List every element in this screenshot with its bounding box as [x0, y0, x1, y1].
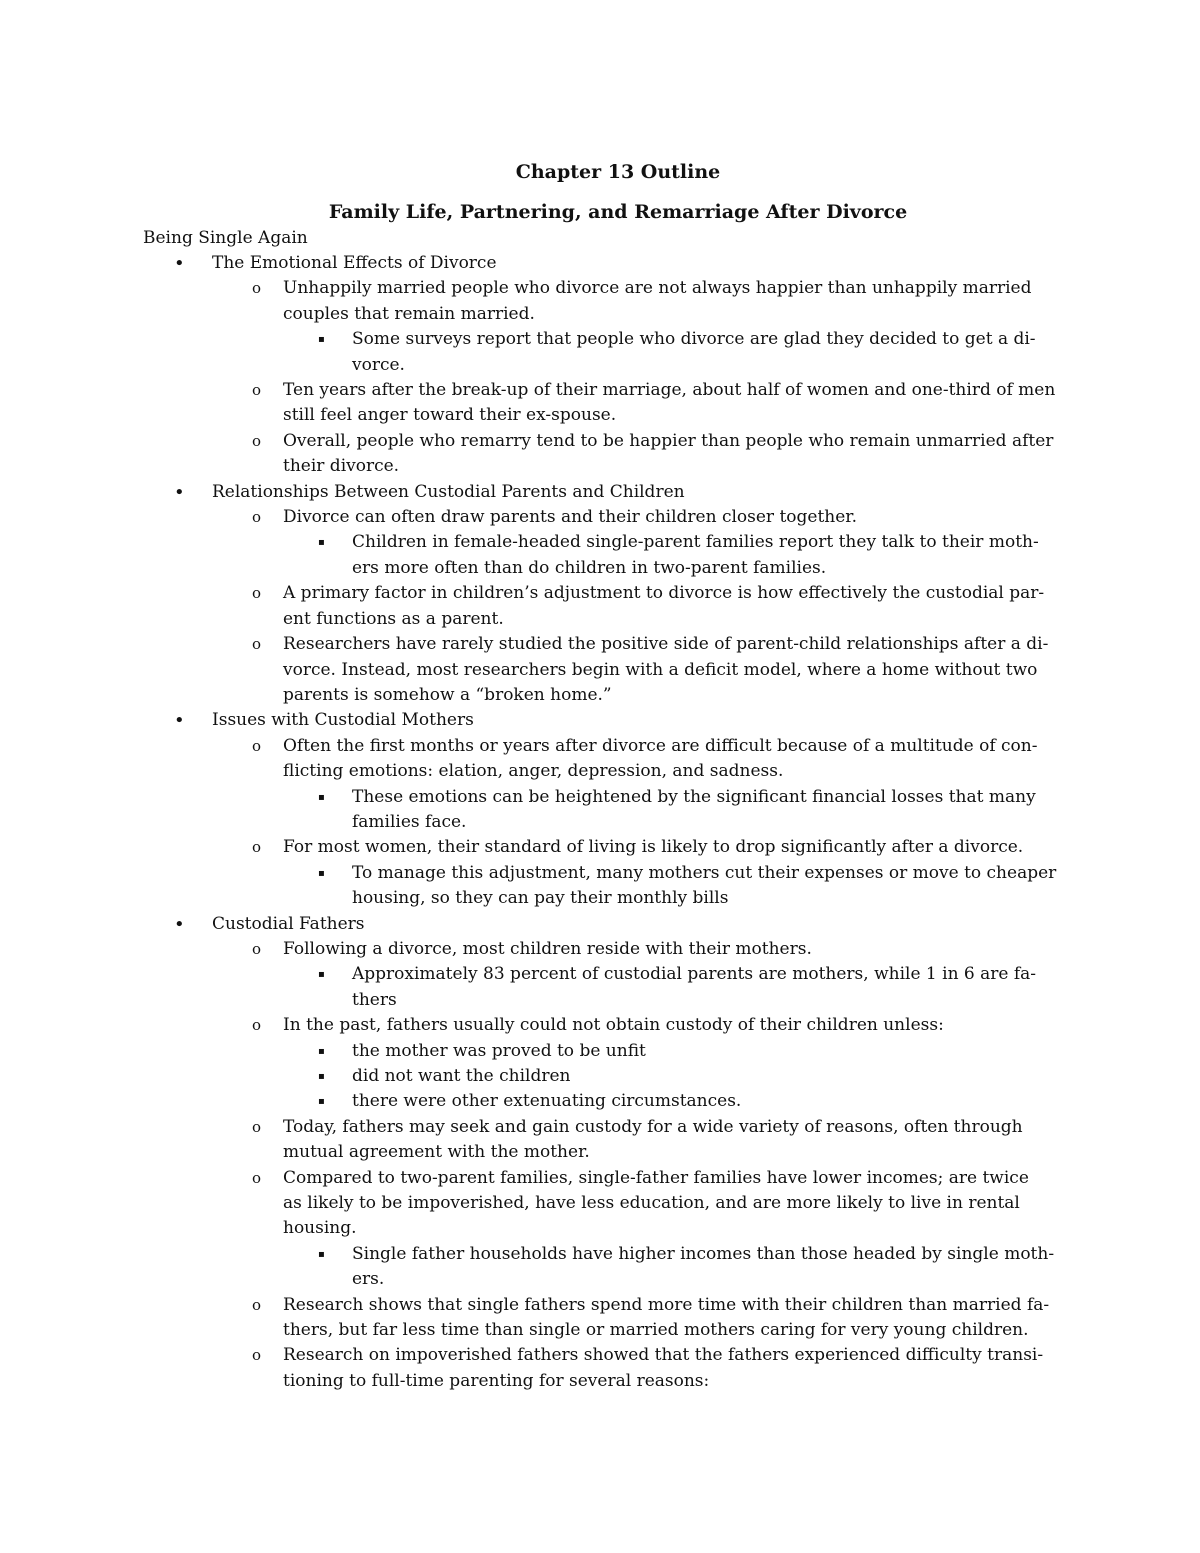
bullet-icon: • [174, 253, 185, 274]
outline-text-line: mutual agreement with the mother. [283, 1142, 590, 1163]
outline-subsubitem [318, 962, 1200, 1013]
circle-marker-icon: o [252, 508, 262, 527]
outline-subitem [252, 276, 1200, 327]
outline-text-line: the mother was proved to be unfit [352, 1040, 646, 1061]
outline-text-line: housing, so they can pay their monthly bills [352, 888, 729, 909]
outline-subitem [252, 835, 1200, 860]
circle-marker-icon: o [252, 939, 262, 958]
outline-text-line: Relationships Between Custodial Parents and Children [212, 481, 685, 502]
outline-text-line: Unhappily married people who divorce are not always happier than unhappily married [283, 278, 1032, 299]
square-bullet-icon: ▪ [318, 537, 325, 549]
outline-text-line: still feel anger toward their ex-spouse. [283, 405, 617, 426]
page-title: Chapter 13 Outline [515, 161, 721, 183]
outline-text-line: vorce. Instead, most researchers begin with a deficit model, where a home without two [283, 659, 1038, 680]
square-bullet-icon: ▪ [318, 791, 325, 803]
outline-text-line: Children in female-headed single-parent families report they talk to their moth- [352, 532, 1039, 553]
outline-subsubitem [318, 861, 1200, 912]
outline-text-line: housing. [283, 1218, 357, 1239]
square-bullet-icon: ▪ [318, 867, 325, 879]
outline-subitem [252, 505, 1200, 530]
bullet-icon: • [174, 481, 185, 503]
outline-text-line: Approximately 83 percent of custodial parents are mothers, while 1 in 6 are fa- [352, 964, 1037, 985]
outline-text-line: did not want the children [352, 1066, 571, 1086]
outline-subsubitem [318, 1064, 1200, 1089]
outline-text-line: Custodial Fathers [212, 913, 365, 934]
circle-marker-icon: o [252, 736, 262, 755]
outline-text-line: For most women, their standard of living is likely to drop significantly after a divorce. [283, 837, 1024, 858]
circle-marker-icon: o [252, 1295, 262, 1314]
outline-subitem [252, 429, 1200, 480]
outline-text-line: vorce. [352, 354, 405, 375]
outline-text-line: couples that remain married. [283, 303, 535, 324]
circle-marker-icon: o [252, 1168, 262, 1187]
outline-text-line: Compared to two-parent families, single-father families have lower incomes; are twice [283, 1167, 1029, 1188]
outline-text-line: Following a divorce, most children reside with their mothers. [283, 938, 812, 959]
outline-subsubitem [318, 1242, 1200, 1293]
circle-marker-icon: o [252, 584, 262, 603]
outline-text-line: Ten years after the break-up of their marriage, about half of women and one-third of men [283, 380, 1056, 401]
outline-subitem [252, 378, 1200, 429]
outline-text-line: families face. [352, 811, 467, 832]
square-bullet-icon: ▪ [318, 969, 325, 981]
outline-text-line: A primary factor in children’s adjustment to divorce is how effectively the custodial par- [283, 583, 1045, 604]
outline-subitem [252, 1343, 1200, 1394]
outline-text-line: Research on impoverished fathers showed that the fathers experienced difficulty transi- [283, 1345, 1044, 1366]
outline-bullet [174, 251, 1200, 276]
outline-subitem [252, 1166, 1200, 1242]
outline-text-line: To manage this adjustment, many mothers cut their expenses or move to cheaper [352, 862, 1057, 883]
outline-text-line: parents is somehow a “broken home.” [283, 684, 612, 705]
outline-text-line: there were other extenuating circumstances. [352, 1091, 742, 1112]
circle-marker-icon: o [252, 1016, 262, 1035]
outline-subsubitem [318, 530, 1200, 581]
bullet-icon: • [174, 913, 185, 935]
outline-text-line: Today, fathers may seek and gain custody for a wide variety of reasons, often through [283, 1116, 1023, 1137]
square-bullet-icon: ▪ [318, 1248, 325, 1260]
outline-subitem [252, 1013, 1200, 1038]
square-bullet-icon: ▪ [318, 1071, 325, 1082]
outline-text-line: ent functions as a parent. [283, 608, 504, 629]
section-heading: Being Single Again [143, 228, 308, 248]
outline-text-line: thers, but far less time than single or married mothers caring for very young children. [283, 1320, 1029, 1341]
outline-subitem [252, 1293, 1200, 1344]
square-bullet-icon: ▪ [318, 1096, 325, 1108]
outline-subsubitem [318, 327, 1200, 378]
outline-text-line: Researchers have rarely studied the positive side of parent-child relationships after a di- [283, 634, 1049, 655]
outline-subitem [252, 581, 1200, 632]
circle-marker-icon: o [252, 1346, 262, 1365]
circle-marker-icon: o [252, 838, 262, 857]
circle-marker-icon: o [252, 279, 262, 298]
outline-subsubitem [318, 785, 1200, 836]
outline-subitem [252, 734, 1200, 785]
outline-text-line: Research shows that single fathers spend more time with their children than married fa- [283, 1294, 1050, 1315]
outline-text-line: Some surveys report that people who divorce are glad they decided to get a di- [352, 329, 1036, 350]
outline-subitem [252, 937, 1200, 962]
outline-text-line: Single father households have higher incomes than those headed by single moth- [352, 1243, 1055, 1264]
outline-text-line: The Emotional Effects of Divorce [212, 253, 497, 273]
outline-bullet [174, 912, 1200, 937]
outline-text-line: Issues with Custodial Mothers [212, 710, 474, 731]
outline-text-line: ers. [352, 1269, 385, 1290]
square-bullet-icon: ▪ [318, 334, 325, 346]
outline-text-line: Often the first months or years after divorce are difficult because of a multitude of con- [283, 735, 1038, 756]
circle-marker-icon: o [252, 1117, 262, 1136]
outline-bullet [174, 480, 1200, 505]
circle-marker-icon: o [252, 635, 262, 654]
outline-text-line: ers more often than do children in two-parent families. [352, 557, 827, 578]
outline-text-line: Overall, people who remarry tend to be happier than people who remain unmarried after [283, 430, 1054, 451]
outline-text-line: thers [352, 989, 397, 1010]
outline-text-line: In the past, fathers usually could not obtain custody of their children unless: [283, 1015, 944, 1036]
outline-list [0, 251, 1200, 1394]
outline-text-line: flicting emotions: elation, anger, depression, and sadness. [283, 761, 784, 782]
outline-text-line: Divorce can often draw parents and their children closer together. [283, 507, 857, 528]
outline-subitem [252, 1115, 1200, 1166]
bullet-icon: • [174, 710, 185, 732]
outline-text-line: tioning to full-time parenting for several reasons: [283, 1370, 710, 1391]
page-subtitle: Family Life, Partnering, and Remarriage After Divorce [328, 201, 908, 223]
outline-subsubitem [318, 1089, 1200, 1114]
circle-marker-icon: o [252, 381, 262, 400]
square-bullet-icon: ▪ [318, 1045, 325, 1057]
outline-text-line: their divorce. [283, 456, 400, 477]
outline-subsubitem [318, 1039, 1200, 1064]
circle-marker-icon: o [252, 431, 262, 450]
outline-bullet [174, 708, 1200, 733]
outline-subitem [252, 632, 1200, 708]
outline-text-line: as likely to be impoverished, have less education, and are more likely to live in rental [283, 1193, 1020, 1214]
outline-text-line: These emotions can be heightened by the significant financial losses that many [352, 786, 1036, 807]
